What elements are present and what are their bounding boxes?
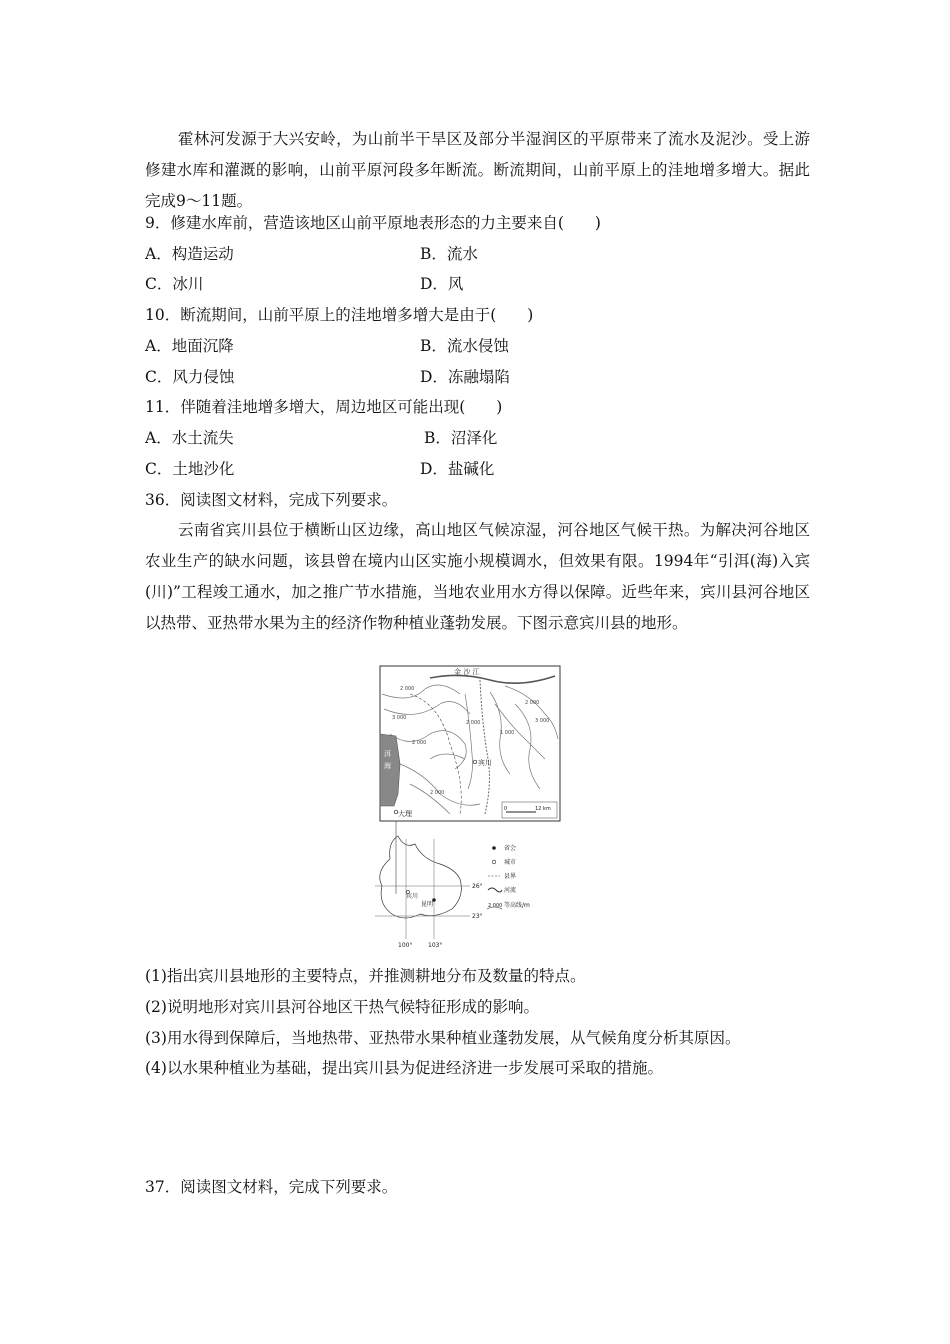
question-11-option-b: B．沼泽化 (424, 429, 498, 447)
inset-binchuan-label: 宾川 (406, 893, 419, 900)
inset-kunming-label: 昆明 (421, 901, 434, 908)
legend-river: 河流 (504, 887, 517, 894)
lon-103-label: 103° (428, 942, 443, 949)
contour-label-1: 2 000 (400, 686, 415, 692)
lon-100-label: 100° (398, 942, 413, 949)
binchuan-terrain-map (370, 664, 565, 954)
question-36-sub-3: (3)用水得到保障后，当地热带、亚热带水果种植业蓬勃发展，从气候角度分析其原因。 (145, 1029, 741, 1047)
question-9-option-a: A．构造运动 (145, 245, 234, 263)
legend-river-icon (488, 888, 502, 892)
erhai-lake (380, 734, 400, 806)
question-10-stem: 10．断流期间，山前平原上的洼地增多增大是由于( ) (145, 306, 534, 324)
legend-contour-value: 2 000 (488, 903, 503, 909)
question-36-title: 36．阅读图文材料，完成下列要求。 (145, 491, 398, 509)
question-9-option-d: D．风 (420, 275, 464, 293)
binchuan-label: 宾川 (478, 759, 492, 767)
question-36-sub-2: (2)说明地形对宾川县河谷地区干热气候特征形成的影响。 (145, 998, 539, 1016)
question-11-stem: 11．伴随着洼地增多增大，周边地区可能出现( ) (145, 398, 503, 416)
lat-23-label: 23° (472, 913, 483, 920)
question-9-stem: 9．修建水库前，营造该地区山前平原地表形态的力主要来自( ) (145, 214, 601, 232)
question-10-option-c: C．风力侵蚀 (145, 368, 235, 386)
contour-label-7: 3 000 (535, 718, 550, 724)
legend-contour: 等高线/m (504, 902, 530, 909)
legend-capital-icon (492, 846, 496, 850)
legend-city-icon (492, 860, 496, 864)
scale-zero: 0 (504, 806, 508, 812)
contour-label-4: 2 000 (525, 700, 540, 706)
lat-26-label: 26° (472, 883, 483, 890)
intro-passage: 霍林河发源于大兴安岭，为山前半干旱区及部分半湿润区的平原带来了流水及泥沙。受上游修建水库和灌溉的影响，山前平原河段多年断流。断流期间，山前平原上的洼地增多增大。据此完成9～11题。 (145, 130, 810, 210)
lake-label-part-2: 海 (384, 762, 391, 770)
map-legend (487, 844, 530, 909)
question-9-option-b: B．流水 (420, 245, 478, 263)
question-11-option-c: C．土地沙化 (145, 460, 235, 478)
binchuan-town-marker (473, 760, 477, 764)
lake-label-part-1: 洱 (384, 750, 391, 758)
contour-label-3: 2 000 (466, 720, 481, 726)
question-37-title: 37．阅读图文材料，完成下列要求。 (145, 1178, 398, 1196)
question-36-sub-1: (1)指出宾川县地形的主要特点，并推测耕地分布及数量的特点。 (145, 967, 586, 985)
question-10-option-b: B．流水侵蚀 (420, 337, 509, 355)
question-9-option-c: C．冰川 (145, 275, 204, 293)
dali-label: 大理 (398, 810, 412, 818)
contour-label-8: 2 000 (412, 740, 427, 746)
legend-capital: 省会 (504, 845, 517, 852)
question-11-option-d: D．盐碱化 (420, 460, 495, 478)
contour-label-5: 1 000 (500, 730, 515, 736)
river-label: 金 沙 江 (454, 668, 480, 676)
legend-boundary: 县界 (504, 873, 517, 880)
question-36-passage: 云南省宾川县位于横断山区边缘，高山地区气候凉湿，河谷地区气候干热。为解决河谷地区农业生产的缺水问题，该县曾在境内山区实施小规模调水，但效果有限。1994年“引洱(海)入宾(川)”工程竣工通水，加之推广节水措施，当地农业用水方得以保障。近些年来，宾川县河谷地区以热带、亚热带水果为主的经济作物种植业蓬勃发展。下图示意宾川县的地形。 (145, 521, 810, 632)
question-10-option-d: D．冻融塌陷 (420, 368, 510, 386)
scale-label: 12 km (535, 806, 551, 812)
contour-label-6: 2 000 (430, 790, 445, 796)
legend-city: 城市 (504, 859, 517, 866)
question-11-option-a: A．水土流失 (145, 429, 234, 447)
contour-label-2: 3 000 (392, 715, 407, 721)
question-10-option-a: A．地面沉降 (145, 337, 234, 355)
question-36-sub-4: (4)以水果种植业为基础，提出宾川县为促进经济进一步发展可采取的措施。 (145, 1059, 663, 1077)
